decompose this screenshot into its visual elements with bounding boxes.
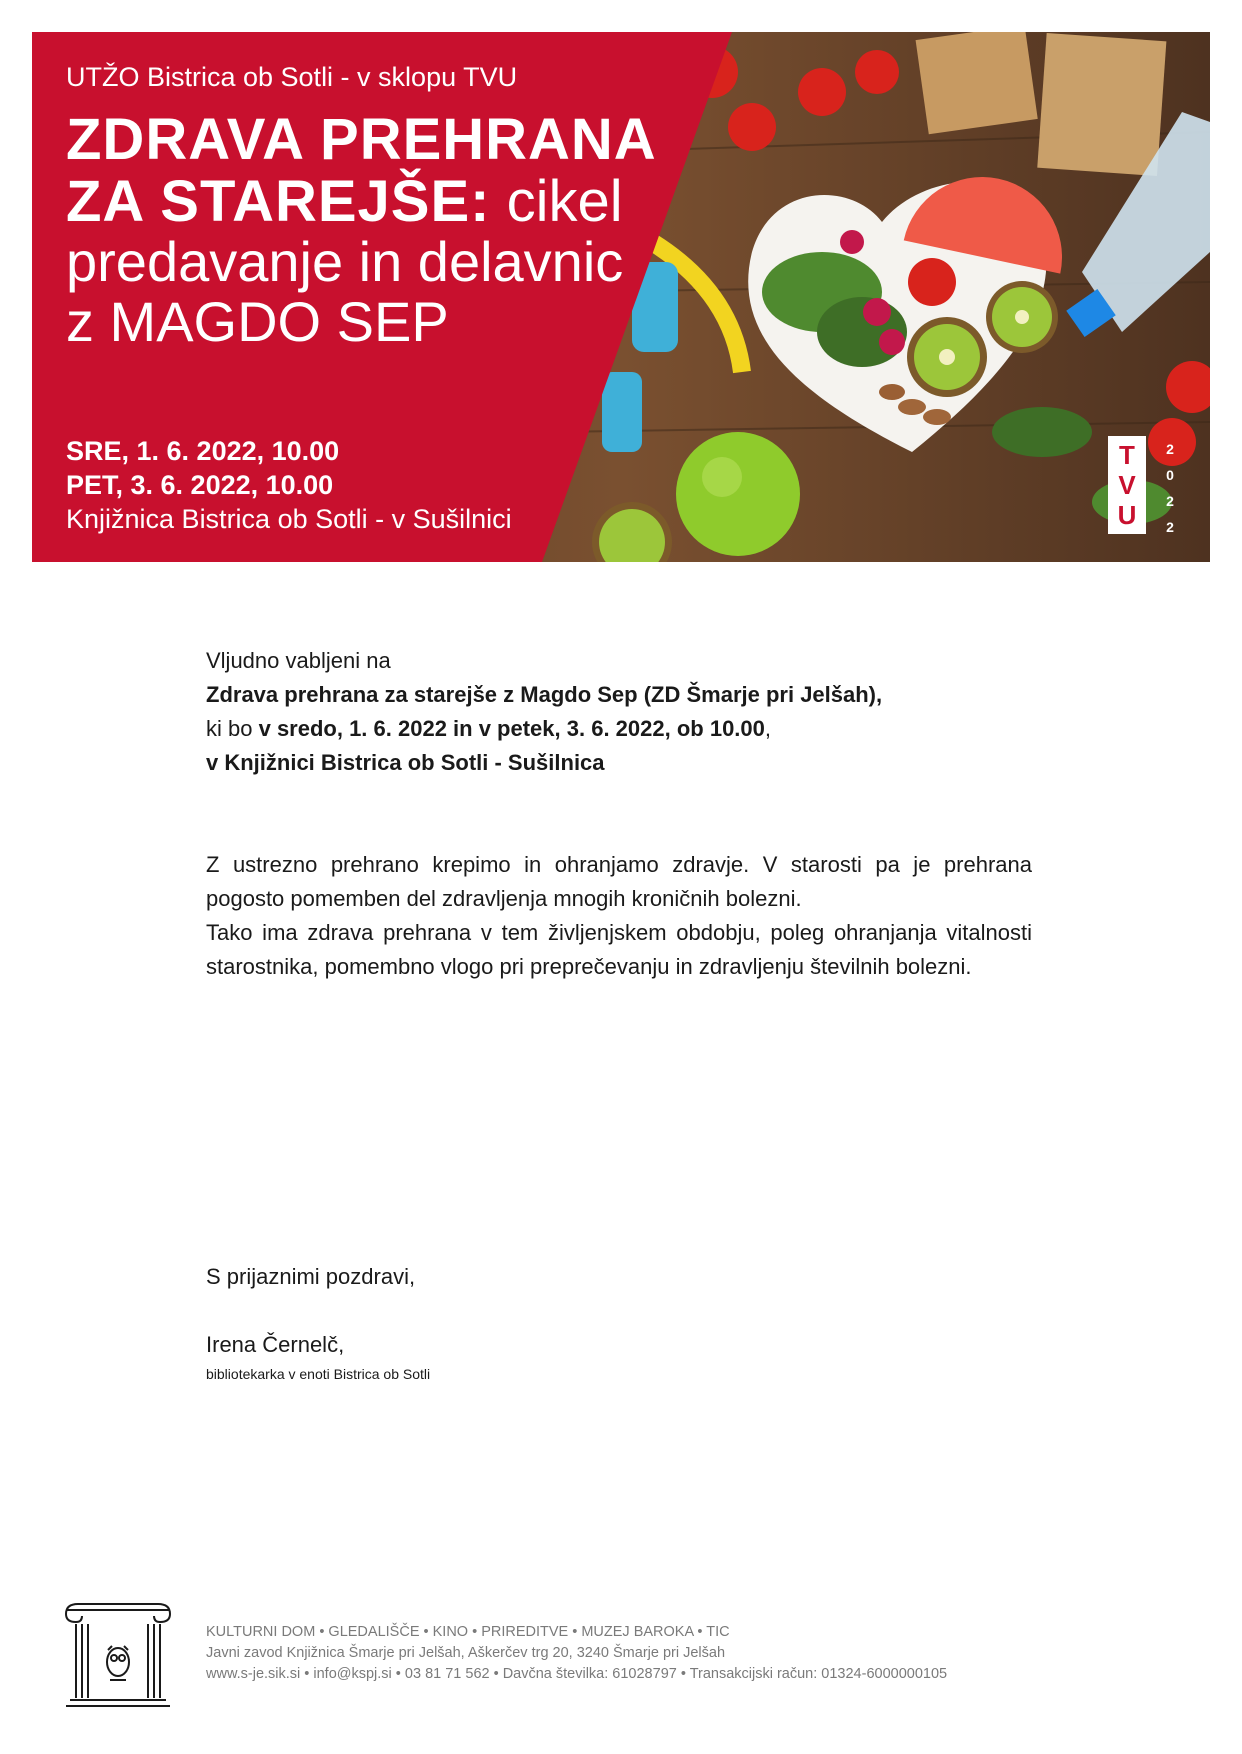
banner-date1: SRE, 1. 6. 2022, 10.00 bbox=[66, 436, 340, 466]
library-column-logo-icon bbox=[60, 1600, 176, 1710]
signature-role: bibliotekarka v enoti Bistrica ob Sotli bbox=[206, 1366, 431, 1382]
event-banner bbox=[32, 32, 1210, 562]
tvu-year-digit: 2 bbox=[1166, 493, 1174, 509]
tvu-logo bbox=[1108, 436, 1146, 534]
tvu-letter-u: U bbox=[1117, 500, 1137, 530]
intro-line1: Vljudno vabljeni na bbox=[206, 648, 391, 673]
tvu-year bbox=[1162, 436, 1178, 540]
signature: Irena Černelč, bbox=[206, 1332, 345, 1357]
greeting: S prijaznimi pozdravi, bbox=[206, 1264, 416, 1289]
intro-line3-post: , bbox=[764, 716, 772, 741]
tvu-year-digit: 2 bbox=[1166, 519, 1174, 535]
tvu-letter-v: V bbox=[1118, 470, 1136, 500]
tvu-year-digit: 0 bbox=[1166, 467, 1174, 483]
paragraph-2: Tako ima zdrava prehrana v tem življenjskem obdobju, poleg ohranjanja vitalnosti starostnika, pomembno vlogo pri preprečevanju in zdravljenju številnih bolezni. bbox=[206, 920, 1032, 979]
footer-address: Javni zavod Knjižnica Šmarje pri Jelšah, Aškerčev trg 20, 3240 Šmarje pri Jelšah bbox=[206, 1645, 726, 1661]
footer-services: KULTURNI DOM • GLEDALIŠČE • KINO • PRIREDITVE • MUZEJ BAROKA • TIC bbox=[206, 1624, 730, 1640]
banner-title-line2-rest: cikel bbox=[490, 169, 623, 234]
banner-title-line2 bbox=[66, 169, 623, 234]
description-paragraph bbox=[206, 848, 1032, 984]
footer-contact: www.s-je.sik.si • info@kspj.si • 03 81 71 562 • Davčna številka: 61028797 • Transakcijski račun: 01324-6000000105 bbox=[206, 1666, 948, 1682]
intro-line3-dates: v sredo, 1. 6. 2022 in v petek, 3. 6. 2022, ob 10.00 bbox=[258, 716, 765, 741]
tvu-year-digit: 2 bbox=[1166, 441, 1174, 457]
intro-line3 bbox=[206, 712, 1032, 746]
paragraph-1: Z ustrezno prehrano krepimo in ohranjamo zdravje. V starosti pa je prehrana pogosto pomemben del zdravljenja mnogih kroničnih bolezni. bbox=[206, 852, 1032, 911]
tvu-letter-t: T bbox=[1119, 440, 1135, 470]
banner-title-line2-bold: ZA STAREJŠE: bbox=[66, 169, 491, 234]
banner-title-line4: z MAGDO SEP bbox=[66, 290, 449, 353]
banner-subtitle: UTŽO Bistrica ob Sotli - v sklopu TVU bbox=[66, 62, 518, 92]
banner-title-line1: ZDRAVA PREHRANA bbox=[66, 107, 657, 172]
banner-date2: PET, 3. 6. 2022, 10.00 bbox=[66, 470, 334, 500]
invitation-intro bbox=[206, 644, 1032, 780]
banner-title-line3: predavanje in delavnic bbox=[66, 230, 624, 293]
intro-line3-pre: ki bo bbox=[206, 716, 259, 741]
banner-location: Knjižnica Bistrica ob Sotli - v Sušilnici bbox=[66, 504, 512, 534]
intro-line4: v Knjižnici Bistrica ob Sotli - Sušilnica bbox=[206, 750, 605, 775]
intro-line2: Zdrava prehrana za starejše z Magdo Sep (ZD Šmarje pri Jelšah), bbox=[206, 682, 883, 707]
